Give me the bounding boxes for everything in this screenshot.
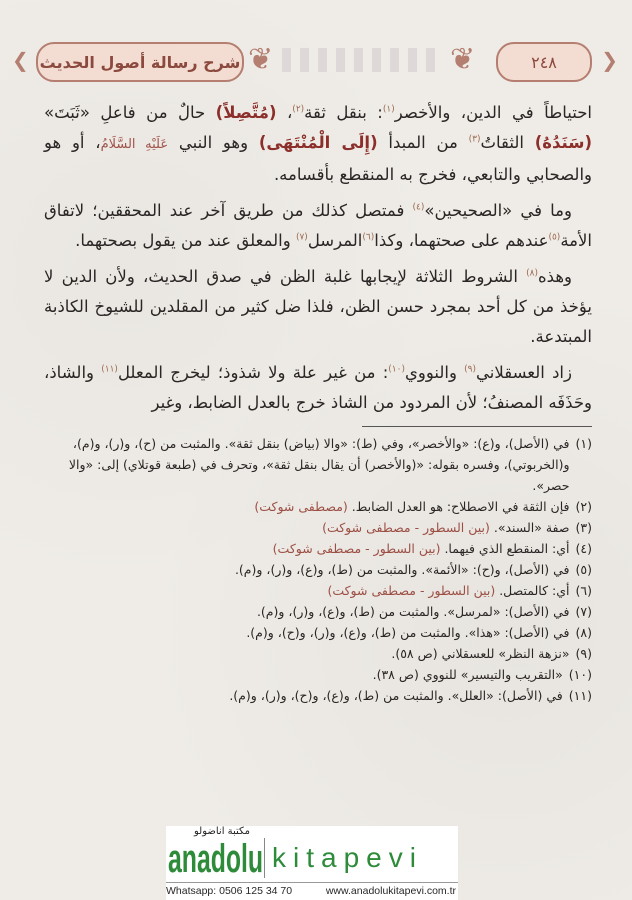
footnote-text <box>391 643 569 664</box>
footnote <box>44 433 592 496</box>
highlighted-term: (سَنَدُهُ) <box>534 133 593 152</box>
text-segment: : من غير علة ولا شذوذ؛ ليخرج المعلل <box>117 363 389 382</box>
footnote-body: أي: كالمتصل. <box>495 583 570 598</box>
publisher-logo <box>166 826 458 900</box>
paragraph <box>44 196 592 256</box>
footnote-text <box>322 517 569 538</box>
footnote-text <box>246 622 569 643</box>
text-segment: والمعلق عند من يقول بصحتهما. <box>75 231 296 250</box>
text-segment: احتياطاً في الدين، والأخصر <box>394 103 593 122</box>
footnote-text <box>235 559 570 580</box>
footnote-ref: (٤) <box>412 202 425 213</box>
footnote-text <box>327 580 569 601</box>
footnote-number: (٣) <box>575 520 592 535</box>
logo-arabic: مكتبة اناضولو <box>194 826 250 837</box>
main-text <box>44 98 592 418</box>
footnote-number: (٨) <box>575 625 592 640</box>
text-segment: الشروط الثلاثة لإيجابها غلبة الظن في صدق الحديث، ولأن الدين لا يؤخذ من كل أحد بمجرد حسن الظن، فلذا ضل كثير من المقلدين للشيوخ الكاذبة المبتدعة. <box>44 267 592 346</box>
paragraph <box>44 358 592 418</box>
footnote <box>44 643 592 664</box>
highlighted-term: عَلَيْهِ السَّلَامُ <box>100 137 169 152</box>
footnote <box>44 538 592 559</box>
footnote-ref: (٢) <box>292 104 305 115</box>
decorative-band <box>282 48 438 72</box>
footnote-text <box>273 538 570 559</box>
footnote-number: (٦) <box>575 583 592 598</box>
text-segment: الثقاتُ <box>480 133 535 152</box>
footnote-number: (٩) <box>575 646 592 661</box>
text-segment: حالٌ من فاعلِ «ثَبَتَ» <box>44 103 216 122</box>
footnote-number: (٤) <box>575 541 592 556</box>
footnote <box>44 685 592 706</box>
paragraph <box>44 98 592 190</box>
page-header <box>10 36 622 88</box>
footnote-text <box>229 685 562 706</box>
text-column <box>44 98 592 706</box>
footnote-attribution: (بين السطور - مصطفى شوكت) <box>272 541 441 556</box>
footnote <box>44 517 592 538</box>
footnote <box>44 622 592 643</box>
footnote-number: (٢) <box>575 499 592 514</box>
footnote-ref: (٣) <box>468 134 481 145</box>
footnote-text <box>44 433 570 496</box>
footnote-attribution: (مصطفى شوكت) <box>254 499 348 514</box>
text-segment: وهذه <box>538 267 572 286</box>
footnote-body: في (الأصل)، و(ح): «الأئمة». والمثبت من (ط)، و(ع)، و(ر)، و(م). <box>234 562 570 577</box>
footnote-number: (١٠) <box>568 667 592 682</box>
footnote-ref: (١١) <box>101 364 118 375</box>
footnote-divider <box>362 426 592 427</box>
text-segment: عندهم على صحتهما، وكذا <box>374 231 549 250</box>
footnote-body: في (الأصل): «هذا». والمثبت من (ط)، و(ع)، و(ر)، و(ح)، و(م). <box>246 625 570 640</box>
footnote-body: في (الأصل): «لمرسل». والمثبت من (ط)، و(ع)، و(ر)، و(م). <box>256 604 570 619</box>
footnote-body: «التقريب والتيسير» للنووي (ص ٣٨). <box>372 667 563 682</box>
logo-brand-2: kitapevi <box>272 842 423 873</box>
footnote-ref: (٥) <box>548 232 561 243</box>
text-segment: وما في «الصحيحين» <box>424 201 572 220</box>
footnote-ref: (٦) <box>362 232 375 243</box>
footnote-body: في (الأصل)، و(ع): «والأخصر»، وفي (ط): «والا (بياض) بنقل ثقة». والمثبت من (ح)، و(ر)، و(م)، و(الخربوتي)، وفسره بقوله: «(والأخصر) أن يقال بنقل ثقة»، وتحرف في (طبعة قوتلاي) إلى: «والا حصر». <box>68 436 570 493</box>
footnote-attribution: (بين السطور - مصطفى شوكت) <box>327 583 496 598</box>
footnote-text <box>254 496 569 517</box>
text-segment: فمتصل كذلك من طريق آخر عند المحققين؛ لاتفاق الأمة <box>44 201 592 250</box>
text-segment: والشاذ، وحَذَفَه المصنفُ؛ لأن المردود من الشاذ خرج بالعدل الضابط، وغير <box>44 363 592 412</box>
book-title: شرح رسالة أصول الحديث <box>36 42 244 82</box>
text-segment: والنووي <box>404 363 465 382</box>
footnote-number: (١١) <box>568 688 592 703</box>
logo-brand: anadolu <box>168 837 264 881</box>
paragraph <box>44 262 592 352</box>
logo-website: www.anadolukitapevi.com.tr <box>325 885 456 897</box>
ornament-arrow-icon: ❯ <box>601 48 618 72</box>
ornament-arrow-icon: ❮ <box>12 48 29 72</box>
footnote-body: «نزهة النظر» للعسقلاني (ص ٥٨). <box>391 646 570 661</box>
logo-rule <box>166 882 458 883</box>
footnote-ref: (٧) <box>295 232 308 243</box>
logo-divider <box>264 838 265 878</box>
footnote-body: فإن الثقة في الاصطلاح: هو العدل الضابط. <box>347 499 570 514</box>
text-segment: ، <box>276 103 293 122</box>
footnote-body: أي: المنقطع الذي فيهما. <box>440 541 570 556</box>
text-segment: زاد العسقلاني <box>476 363 572 382</box>
footnote-number: (٧) <box>575 604 592 619</box>
footnote-ref: (٨) <box>526 268 539 279</box>
footnote <box>44 601 592 622</box>
highlighted-term: (إِلَى الْمُنْتَهَى) <box>258 133 378 152</box>
footnote-body: صفة «السند». <box>489 520 570 535</box>
footnotes <box>44 433 592 706</box>
footnote-body: في (الأصل): «العلل». والمثبت من (ط)، و(ع)، و(ح)، و(ر)، و(م). <box>229 688 563 703</box>
footnote-attribution: (بين السطور - مصطفى شوكت) <box>322 520 490 535</box>
footnote-ref: (١) <box>382 104 395 115</box>
footnote-text <box>373 664 563 685</box>
footnote <box>44 559 592 580</box>
text-segment: ، أو هو والصحابي والتابعي، فخرج به المنقطع بأقسامه. <box>44 133 592 184</box>
text-segment: المرسل <box>307 231 363 250</box>
text-segment: من المبدأ <box>377 133 469 152</box>
footnote <box>44 664 592 685</box>
floral-ornament-icon: ❦ <box>450 42 476 77</box>
footnote-number: (١) <box>575 436 592 451</box>
footnote-text <box>257 601 570 622</box>
footnote-number: (٥) <box>575 562 592 577</box>
footnote <box>44 496 592 517</box>
footnote-ref: (٩) <box>464 364 477 375</box>
footnote-ref: (١٠) <box>388 364 405 375</box>
text-segment: : بنقل ثقة <box>304 103 383 122</box>
floral-ornament-icon: ❦ <box>248 42 274 77</box>
logo-whatsapp: Whatsapp: 0506 125 34 70 <box>166 885 293 897</box>
page-number: ٢٤٨ <box>496 42 592 82</box>
text-segment: وهو النبي <box>168 133 259 152</box>
highlighted-term: (مُتَّصِلاً) <box>215 103 277 122</box>
footnote <box>44 580 592 601</box>
